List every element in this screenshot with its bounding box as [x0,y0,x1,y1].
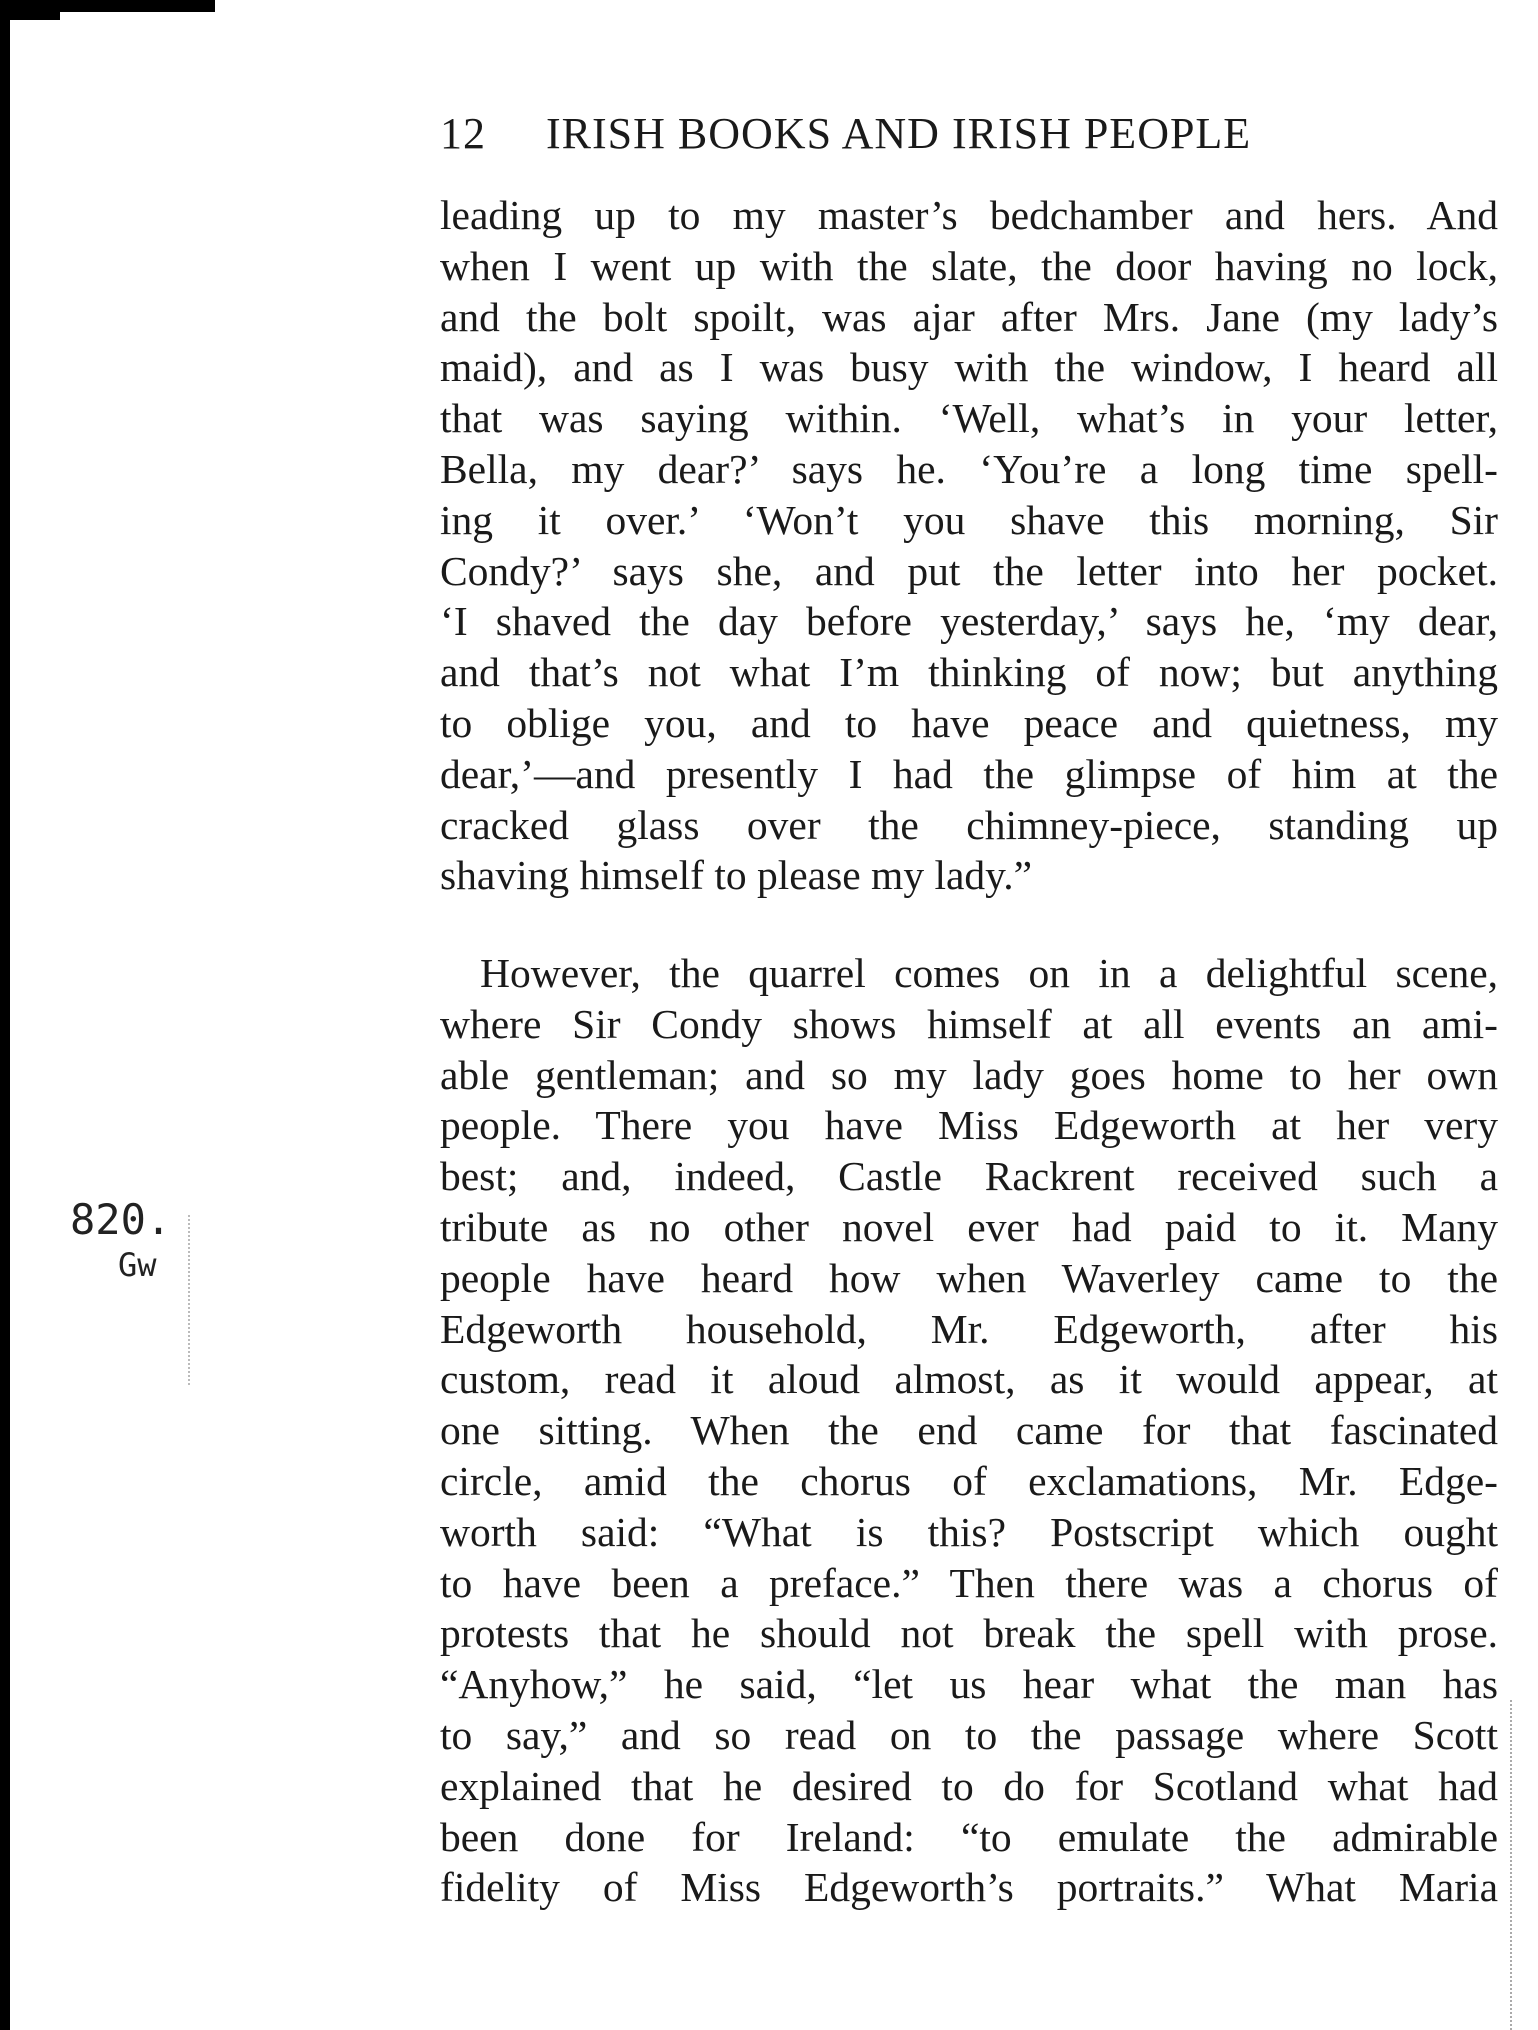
text-line: and that’s not what I’m thinking of now; but anything [440,649,1498,696]
text-line: “Anyhow,” he said, “let us hear what the man has [440,1661,1498,1708]
text-line: able gentleman; and so my lady goes home to her own [440,1051,1498,1098]
call-number-main: 820. [70,1195,172,1244]
text-line: ‘I shaved the day before yesterday,’ says he, ‘my dear, [440,598,1498,645]
scan-top-border-thin [0,12,60,20]
text-line: circle, amid the chorus of exclamations, Mr. Edge- [440,1457,1498,1504]
text-line: people have heard how when Waverley came to the [440,1254,1498,1301]
text-line: fidelity of Miss Edgeworth’s portraits.” What Maria [440,1864,1498,1911]
text-line: shaving himself to please my lady.” [440,852,1033,899]
text-line: Condy?’ says she, and put the letter into her pocket. [440,547,1498,594]
text-line: to have been a preface.” Then there was a chorus of [440,1559,1498,1606]
text-line: cracked glass over the chimney-piece, standing up [440,801,1498,848]
text-line: custom, read it aloud almost, as it would appear, at [440,1356,1498,1403]
text-line: and the bolt spoilt, was ajar after Mrs. Jane (my lady’s [440,293,1498,340]
text-line: ing it over.’ ‘Won’t you shave this morning, Sir [440,496,1498,543]
text-line: maid), and as I was busy with the window, I heard all [440,344,1498,391]
text-line: Bella, my dear?’ says he. ‘You’re a long time spell- [440,445,1498,492]
text-line: protests that he should not break the spell with prose. [440,1610,1498,1657]
text-line: best; and, indeed, Castle Rackrent received such a [440,1153,1498,1200]
text-line: to oblige you, and to have peace and quietness, my [440,699,1498,746]
running-header [440,108,1500,158]
paragraph-2 [440,948,1498,1913]
call-number-sub: Gw [118,1246,157,1284]
text-line: However, the quarrel comes on in a delightful scene, [480,950,1498,996]
scan-top-border [0,0,215,12]
scan-right-edge [1510,1700,1514,2030]
text-line: when I went up with the slate, the door having no lock, [440,242,1498,289]
running-title: IRISH BOOKS AND IRISH PEOPLE [546,109,1252,158]
text-line: to say,” and so read on to the passage where Scott [440,1711,1498,1758]
text-line: worth said: “What is this? Postscript which ought [440,1508,1498,1555]
text-line: leading up to my master’s bedchamber and hers. And [440,192,1498,238]
library-call-number [70,1195,171,1285]
text-line: one sitting. When the end came for that fascinated [440,1407,1498,1454]
page-number: 12 [440,109,486,158]
text-line: dear,’—and presently I had the glimpse of him at the [440,750,1498,797]
text-line: explained that he desired to do for Scotland what had [440,1762,1498,1809]
text-line: where Sir Condy shows himself at all events an ami- [440,1000,1498,1047]
text-line: people. There you have Miss Edgeworth at her very [440,1102,1498,1149]
scan-left-border [0,0,10,2030]
text-line: tribute as no other novel ever had paid to it. Many [440,1203,1498,1250]
text-line: been done for Ireland: “to emulate the admirable [440,1813,1498,1860]
paragraph-1 [440,190,1498,901]
text-line: Edgeworth household, Mr. Edgeworth, after his [440,1305,1498,1352]
text-line: that was saying within. ‘Well, what’s in your letter, [440,395,1498,442]
scan-speckle [188,1215,192,1385]
